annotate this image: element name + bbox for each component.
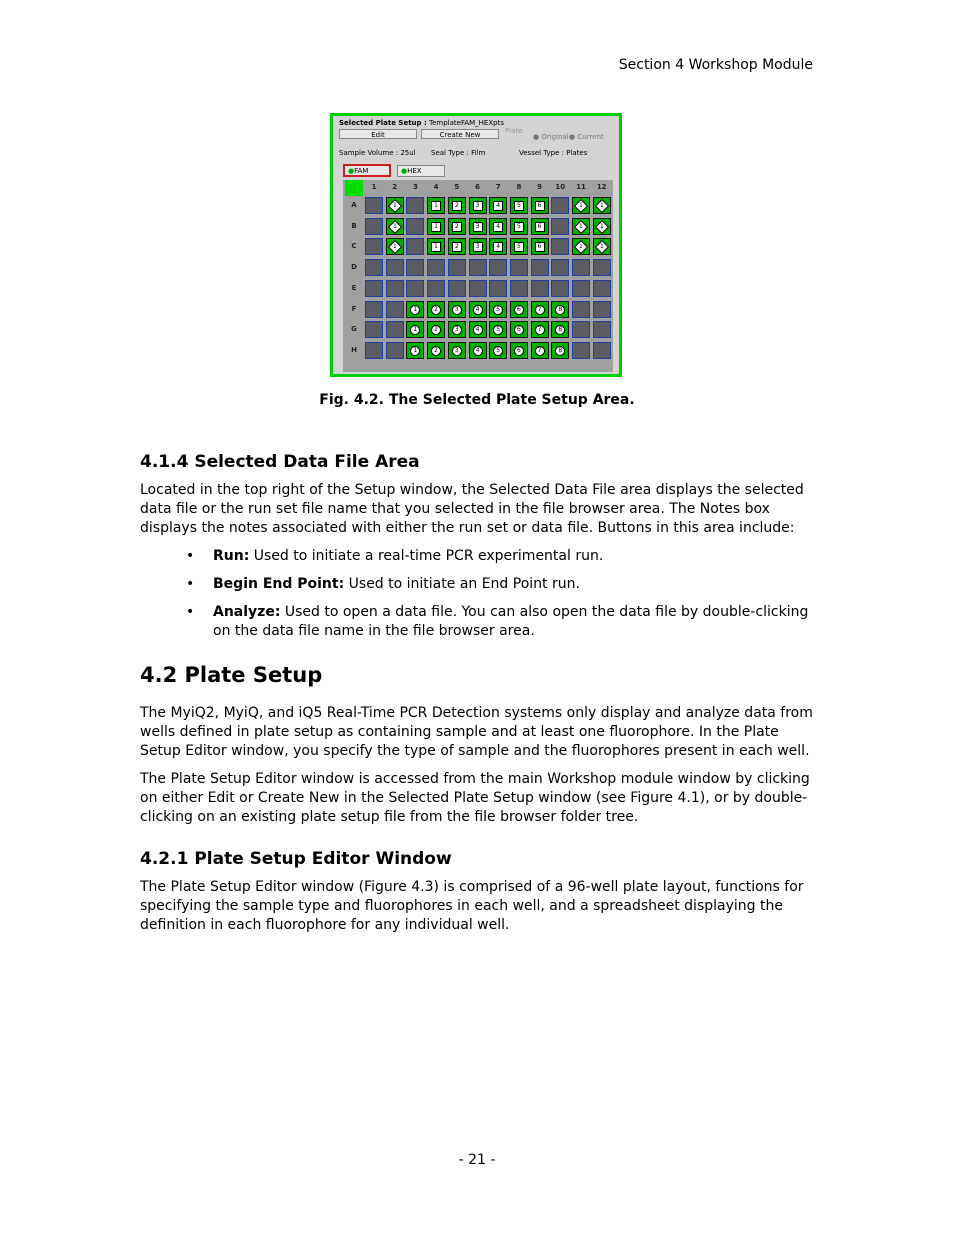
plate-well[interactable] <box>386 218 404 235</box>
standard-circle-icon <box>473 346 483 356</box>
plate-well[interactable] <box>572 321 590 338</box>
row-header[interactable]: E <box>351 283 357 292</box>
seal-type: Seal Type : Film <box>431 149 486 157</box>
standard-circle-icon <box>431 305 441 315</box>
plate-well[interactable] <box>365 280 383 297</box>
sample-square-icon <box>452 201 462 211</box>
plate-well[interactable] <box>551 218 569 235</box>
plate-well[interactable] <box>427 218 445 235</box>
plate-well[interactable] <box>551 238 569 255</box>
plate-well[interactable] <box>510 238 528 255</box>
plate-well[interactable] <box>489 321 507 338</box>
well-number: 1 <box>434 222 438 230</box>
plate-well[interactable] <box>469 342 487 359</box>
plate-well[interactable] <box>531 197 549 214</box>
plate-well[interactable] <box>489 218 507 235</box>
blank-diamond-icon <box>388 220 402 234</box>
template-name: TemplateFAM_HEXpts <box>429 119 504 127</box>
bullet-bold: Analyze: <box>213 604 281 620</box>
standard-circle-icon <box>410 346 420 356</box>
plate-well[interactable] <box>572 218 590 235</box>
plate-well[interactable] <box>448 301 466 318</box>
column-header[interactable]: 3 <box>412 183 418 191</box>
plate-well[interactable] <box>510 197 528 214</box>
plate-well[interactable] <box>531 321 549 338</box>
plate-well[interactable] <box>489 197 507 214</box>
well-number: 5 <box>516 222 521 230</box>
original-radio[interactable]: ● Original <box>533 133 569 141</box>
column-header[interactable]: 8 <box>516 183 522 191</box>
column-header[interactable]: 1 <box>371 183 377 191</box>
plate-well[interactable] <box>386 197 404 214</box>
standard-circle-icon <box>555 346 565 356</box>
plate-well[interactable] <box>593 197 611 214</box>
sample-square-icon <box>431 242 441 252</box>
well-number: 2 <box>434 305 438 313</box>
plate-well[interactable] <box>572 301 590 318</box>
paragraph: The Plate Setup Editor window (Figure 4.3) is comprised of a 96-well plate layout, functions for specifying the sample type and fluorophores in each well, and a spreadsheet displaying the definition in each fluorophore for any individual well. <box>140 879 804 933</box>
well-number: 6 <box>516 305 521 313</box>
sample-square-icon <box>535 201 545 211</box>
well-number: 6 <box>516 346 521 354</box>
plate-well[interactable] <box>469 280 487 297</box>
plate-well[interactable] <box>593 342 611 359</box>
bullet-text: Used to initiate a real-time PCR experimental run. <box>249 548 604 564</box>
plate-well[interactable] <box>427 280 445 297</box>
bullet-dot: • <box>186 604 195 620</box>
plate-well[interactable] <box>386 280 404 297</box>
current-radio[interactable]: ● Current <box>569 133 604 141</box>
well-number: 1 <box>599 222 604 230</box>
plate-well[interactable] <box>531 301 549 318</box>
well-number: 1 <box>579 201 583 209</box>
sample-square-icon <box>493 242 503 252</box>
standard-circle-icon <box>493 325 503 335</box>
sample-square-icon <box>514 222 524 232</box>
well-number: 7 <box>537 326 542 334</box>
standard-circle-icon <box>452 325 462 335</box>
well-number: 8 <box>558 305 563 313</box>
bullet-dot: • <box>186 548 195 564</box>
well-number: 3 <box>454 305 459 313</box>
row-header[interactable]: A <box>351 201 357 209</box>
plate-well[interactable] <box>406 238 424 255</box>
bullet-dot: • <box>186 576 195 592</box>
well-number: 4 <box>496 202 501 209</box>
tab-fam-label: FAM <box>354 167 369 175</box>
standard-circle-icon <box>555 325 565 335</box>
column-header[interactable]: 10 <box>555 183 566 191</box>
well-number: 5 <box>496 346 501 354</box>
plate-well[interactable] <box>406 280 424 297</box>
well-number: 4 <box>475 305 480 313</box>
plate-well[interactable] <box>406 321 424 338</box>
plate-well[interactable] <box>551 321 569 338</box>
plate-well[interactable] <box>469 218 487 235</box>
plate-well[interactable] <box>510 301 528 318</box>
figure-caption: Fig. 4.2. The Selected Plate Setup Area. <box>319 392 635 408</box>
plate-well[interactable] <box>469 321 487 338</box>
plate-well[interactable] <box>427 301 445 318</box>
section-4-1-4-body <box>140 481 820 538</box>
create-new-button[interactable]: Create New <box>421 129 499 139</box>
standard-circle-icon <box>555 305 565 315</box>
well-number: 5 <box>516 202 521 209</box>
plate-well[interactable] <box>386 321 404 338</box>
well-number: 1 <box>434 243 438 251</box>
blank-diamond-icon <box>595 220 609 234</box>
standard-circle-icon <box>535 346 545 356</box>
bullet-analyze <box>186 603 813 641</box>
plate-well[interactable] <box>489 280 507 297</box>
plate-well[interactable] <box>365 218 383 235</box>
row-header[interactable]: C <box>351 242 357 251</box>
section-4-1-4 <box>140 452 420 472</box>
bullet-text: Used to open a data file. You can also open the data file by double-clicking on the data file name in the file browser area. <box>213 604 809 639</box>
row-header[interactable]: G <box>351 325 357 334</box>
well-number: 5 <box>496 305 501 313</box>
edit-button[interactable]: Edit <box>339 129 417 139</box>
well-number: 1 <box>413 346 418 354</box>
paragraph: The Plate Setup Editor window is accessed from the main Workshop module window by clicking on either Edit or Create New in the Selected Plate Setup window (see Figure 4.1), or by double-clicking on an existing plate setup file from the file browser folder tree. <box>140 771 810 825</box>
plate-well[interactable] <box>531 280 549 297</box>
plate-group-label: Plate <box>505 127 523 135</box>
sample-square-icon <box>473 222 483 232</box>
sample-square-icon <box>452 242 462 252</box>
plate-well[interactable] <box>406 301 424 318</box>
sample-square-icon <box>535 242 545 252</box>
plate-well[interactable] <box>365 321 383 338</box>
plate-well[interactable] <box>427 342 445 359</box>
sample-square-icon <box>514 242 524 252</box>
standard-circle-icon <box>431 325 441 335</box>
row-header[interactable]: F <box>351 304 357 313</box>
plate-well[interactable] <box>365 342 383 359</box>
blank-diamond-icon <box>574 220 588 234</box>
blank-diamond-icon <box>388 199 402 213</box>
bullet-text: Used to initiate an End Point run. <box>344 576 580 592</box>
plate-well[interactable] <box>572 259 590 276</box>
sample-square-icon <box>473 201 483 211</box>
plate-well[interactable] <box>469 259 487 276</box>
paragraph: The MyiQ2, MyiQ, and iQ5 Real-Time PCR Detection systems only display and analyze data from wells defined in plate setup as containing sample and at least one fluorophore. In the Plate Setup Editor window, you specify the type of sample and the fluorophores present in each well. <box>140 705 813 759</box>
well-number: 1 <box>434 202 438 209</box>
plate-well[interactable] <box>448 321 466 338</box>
well-number: 1 <box>413 326 418 334</box>
plate-well[interactable] <box>510 321 528 338</box>
select-all-corner[interactable] <box>345 180 363 196</box>
blank-diamond-icon <box>574 199 588 213</box>
well-number: 6 <box>516 326 521 334</box>
hex-dot-icon: ● <box>401 167 408 175</box>
tab-hex[interactable] <box>397 165 445 177</box>
plate-well[interactable] <box>448 342 466 359</box>
standard-circle-icon <box>410 325 420 335</box>
row-header[interactable]: H <box>351 345 357 354</box>
plate-well[interactable] <box>510 342 528 359</box>
vessel-type: Vessel Type : Plates <box>519 149 588 157</box>
sample-square-icon <box>493 201 503 211</box>
plate-well[interactable] <box>531 238 549 255</box>
bullet-bold: Run: <box>213 548 250 564</box>
plate-well[interactable] <box>406 259 424 276</box>
well-number: 3 <box>475 222 480 230</box>
sample-volume: Sample Volume : 25ul <box>339 149 416 157</box>
standard-circle-icon <box>410 305 420 315</box>
well-number: 1 <box>392 201 397 209</box>
plate-well[interactable] <box>365 197 383 214</box>
sample-square-icon <box>431 201 441 211</box>
tab-fam[interactable] <box>343 164 391 177</box>
plate-setup-figure <box>330 113 622 377</box>
page-header: Section 4 Workshop Module <box>618 57 813 73</box>
sample-square-icon <box>535 222 545 232</box>
well-plate-grid <box>343 180 613 372</box>
plate-well[interactable] <box>386 342 404 359</box>
well-number: 1 <box>599 201 604 209</box>
plate-setup-panel <box>333 116 619 374</box>
standard-circle-icon <box>535 325 545 335</box>
blank-diamond-icon <box>595 199 609 213</box>
well-number: 8 <box>558 346 563 354</box>
blank-diamond-icon <box>388 240 402 254</box>
sample-square-icon <box>514 201 524 211</box>
sample-square-icon <box>493 222 503 232</box>
plate-well[interactable] <box>593 301 611 318</box>
column-header[interactable]: 9 <box>537 183 543 191</box>
plate-well[interactable] <box>427 238 445 255</box>
plate-well[interactable] <box>469 301 487 318</box>
well-number: 2 <box>454 222 459 230</box>
well-number: 1 <box>392 222 397 230</box>
tab-hex-label: HEX <box>407 167 422 175</box>
bullet-begin-end-point <box>186 575 823 594</box>
well-number: 4 <box>496 222 501 230</box>
plate-well[interactable] <box>448 218 466 235</box>
section-heading: 4.2 Plate Setup <box>140 663 323 687</box>
plate-well[interactable] <box>531 218 549 235</box>
paragraph: Located in the top right of the Setup window, the Selected Data File area displays the selected data file or the run set file name that you selected in the file browser area. The Notes box displays the notes associated with either the run set or data file. Buttons in this area include: <box>140 482 804 536</box>
plate-well[interactable] <box>551 197 569 214</box>
well-number: 1 <box>599 243 604 251</box>
original-label: Original <box>541 133 569 141</box>
well-number: 8 <box>558 326 563 334</box>
plate-well[interactable] <box>531 259 549 276</box>
plate-well[interactable] <box>551 280 569 297</box>
plate-well[interactable] <box>427 197 445 214</box>
plate-well[interactable] <box>572 197 590 214</box>
plate-well[interactable] <box>593 218 611 235</box>
plate-well[interactable] <box>365 301 383 318</box>
blank-diamond-icon <box>595 240 609 254</box>
well-number: 2 <box>454 243 459 251</box>
well-number: 4 <box>475 346 480 354</box>
page-number: - 21 - <box>458 1152 496 1168</box>
standard-circle-icon <box>452 346 462 356</box>
well-number: 5 <box>496 326 501 334</box>
plate-well[interactable] <box>386 301 404 318</box>
plate-well[interactable] <box>406 218 424 235</box>
plate-well[interactable] <box>551 342 569 359</box>
section-heading: 4.2.1 Plate Setup Editor Window <box>140 849 452 869</box>
well-number: 4 <box>475 326 480 334</box>
row-header[interactable]: D <box>351 263 357 272</box>
section-4-2-para2 <box>140 770 812 827</box>
plate-well[interactable] <box>365 238 383 255</box>
plate-well[interactable] <box>448 238 466 255</box>
well-number: 3 <box>475 202 480 209</box>
sample-square-icon <box>473 242 483 252</box>
column-header[interactable]: 4 <box>433 183 439 191</box>
plate-well[interactable] <box>427 321 445 338</box>
well-number: 5 <box>516 243 521 251</box>
plate-well[interactable] <box>572 238 590 255</box>
column-header[interactable]: 12 <box>596 183 607 191</box>
standard-circle-icon <box>473 305 483 315</box>
plate-well[interactable] <box>551 301 569 318</box>
plate-well[interactable] <box>386 259 404 276</box>
well-number: 3 <box>475 243 480 251</box>
section-4-2-1-body <box>140 878 812 935</box>
bullet-bold: Begin End Point: <box>213 576 345 592</box>
well-number: 6 <box>537 222 542 230</box>
standard-circle-icon <box>473 325 483 335</box>
sample-square-icon <box>431 222 441 232</box>
section-heading: 4.1.4 Selected Data File Area <box>140 452 420 472</box>
plate-well[interactable] <box>489 301 507 318</box>
standard-circle-icon <box>514 325 524 335</box>
well-number: 2 <box>434 326 438 334</box>
standard-circle-icon <box>493 305 503 315</box>
column-header[interactable]: 2 <box>392 183 398 191</box>
row-header[interactable]: B <box>351 221 357 230</box>
plate-well[interactable] <box>489 342 507 359</box>
plate-well[interactable] <box>406 342 424 359</box>
plate-well[interactable] <box>469 238 487 255</box>
well-number: 7 <box>537 305 542 313</box>
column-header[interactable]: 11 <box>576 183 586 191</box>
well-number: 3 <box>454 326 459 334</box>
plate-well[interactable] <box>572 280 590 297</box>
well-number: 4 <box>496 243 501 251</box>
well-number: 6 <box>537 243 542 251</box>
plate-well[interactable] <box>593 280 611 297</box>
section-4-2-para1 <box>140 704 820 761</box>
column-header[interactable]: 6 <box>475 183 480 191</box>
section-4-2 <box>140 663 322 687</box>
plate-well[interactable] <box>510 259 528 276</box>
standard-circle-icon <box>452 305 462 315</box>
well-number: 7 <box>537 346 542 354</box>
plate-well[interactable] <box>448 259 466 276</box>
plate-well[interactable] <box>593 321 611 338</box>
section-4-2-1 <box>140 849 452 869</box>
plate-well[interactable] <box>510 218 528 235</box>
plate-well[interactable] <box>551 259 569 276</box>
well-number: 2 <box>454 202 459 209</box>
sample-square-icon <box>452 222 462 232</box>
well-number: 3 <box>454 346 459 354</box>
standard-circle-icon <box>514 346 524 356</box>
plate-well[interactable] <box>489 238 507 255</box>
plate-well[interactable] <box>531 342 549 359</box>
current-label: Current <box>577 133 604 141</box>
plate-well[interactable] <box>448 197 466 214</box>
plate-well[interactable] <box>593 259 611 276</box>
plate-well[interactable] <box>489 259 507 276</box>
plate-well[interactable] <box>510 280 528 297</box>
blank-diamond-icon <box>574 240 588 254</box>
selected-plate-label: Selected Plate Setup : <box>339 119 427 127</box>
standard-circle-icon <box>493 346 503 356</box>
bullet-run <box>186 547 823 566</box>
fam-dot-icon: ● <box>348 167 355 175</box>
plate-well[interactable] <box>406 197 424 214</box>
well-number: 1 <box>579 222 583 230</box>
well-number: 2 <box>434 346 438 354</box>
standard-circle-icon <box>431 346 441 356</box>
well-number: 1 <box>413 305 418 313</box>
standard-circle-icon <box>535 305 545 315</box>
well-number: 6 <box>537 202 542 209</box>
column-header[interactable]: 7 <box>495 183 501 191</box>
plate-well[interactable] <box>572 342 590 359</box>
plate-well[interactable] <box>593 238 611 255</box>
standard-circle-icon <box>514 305 524 315</box>
plate-well[interactable] <box>365 259 383 276</box>
plate-well[interactable] <box>448 280 466 297</box>
plate-well[interactable] <box>427 259 445 276</box>
well-number: 1 <box>392 243 397 251</box>
well-number: 1 <box>579 243 583 251</box>
plate-well[interactable] <box>386 238 404 255</box>
column-header[interactable]: 5 <box>454 183 460 191</box>
plate-well[interactable] <box>469 197 487 214</box>
